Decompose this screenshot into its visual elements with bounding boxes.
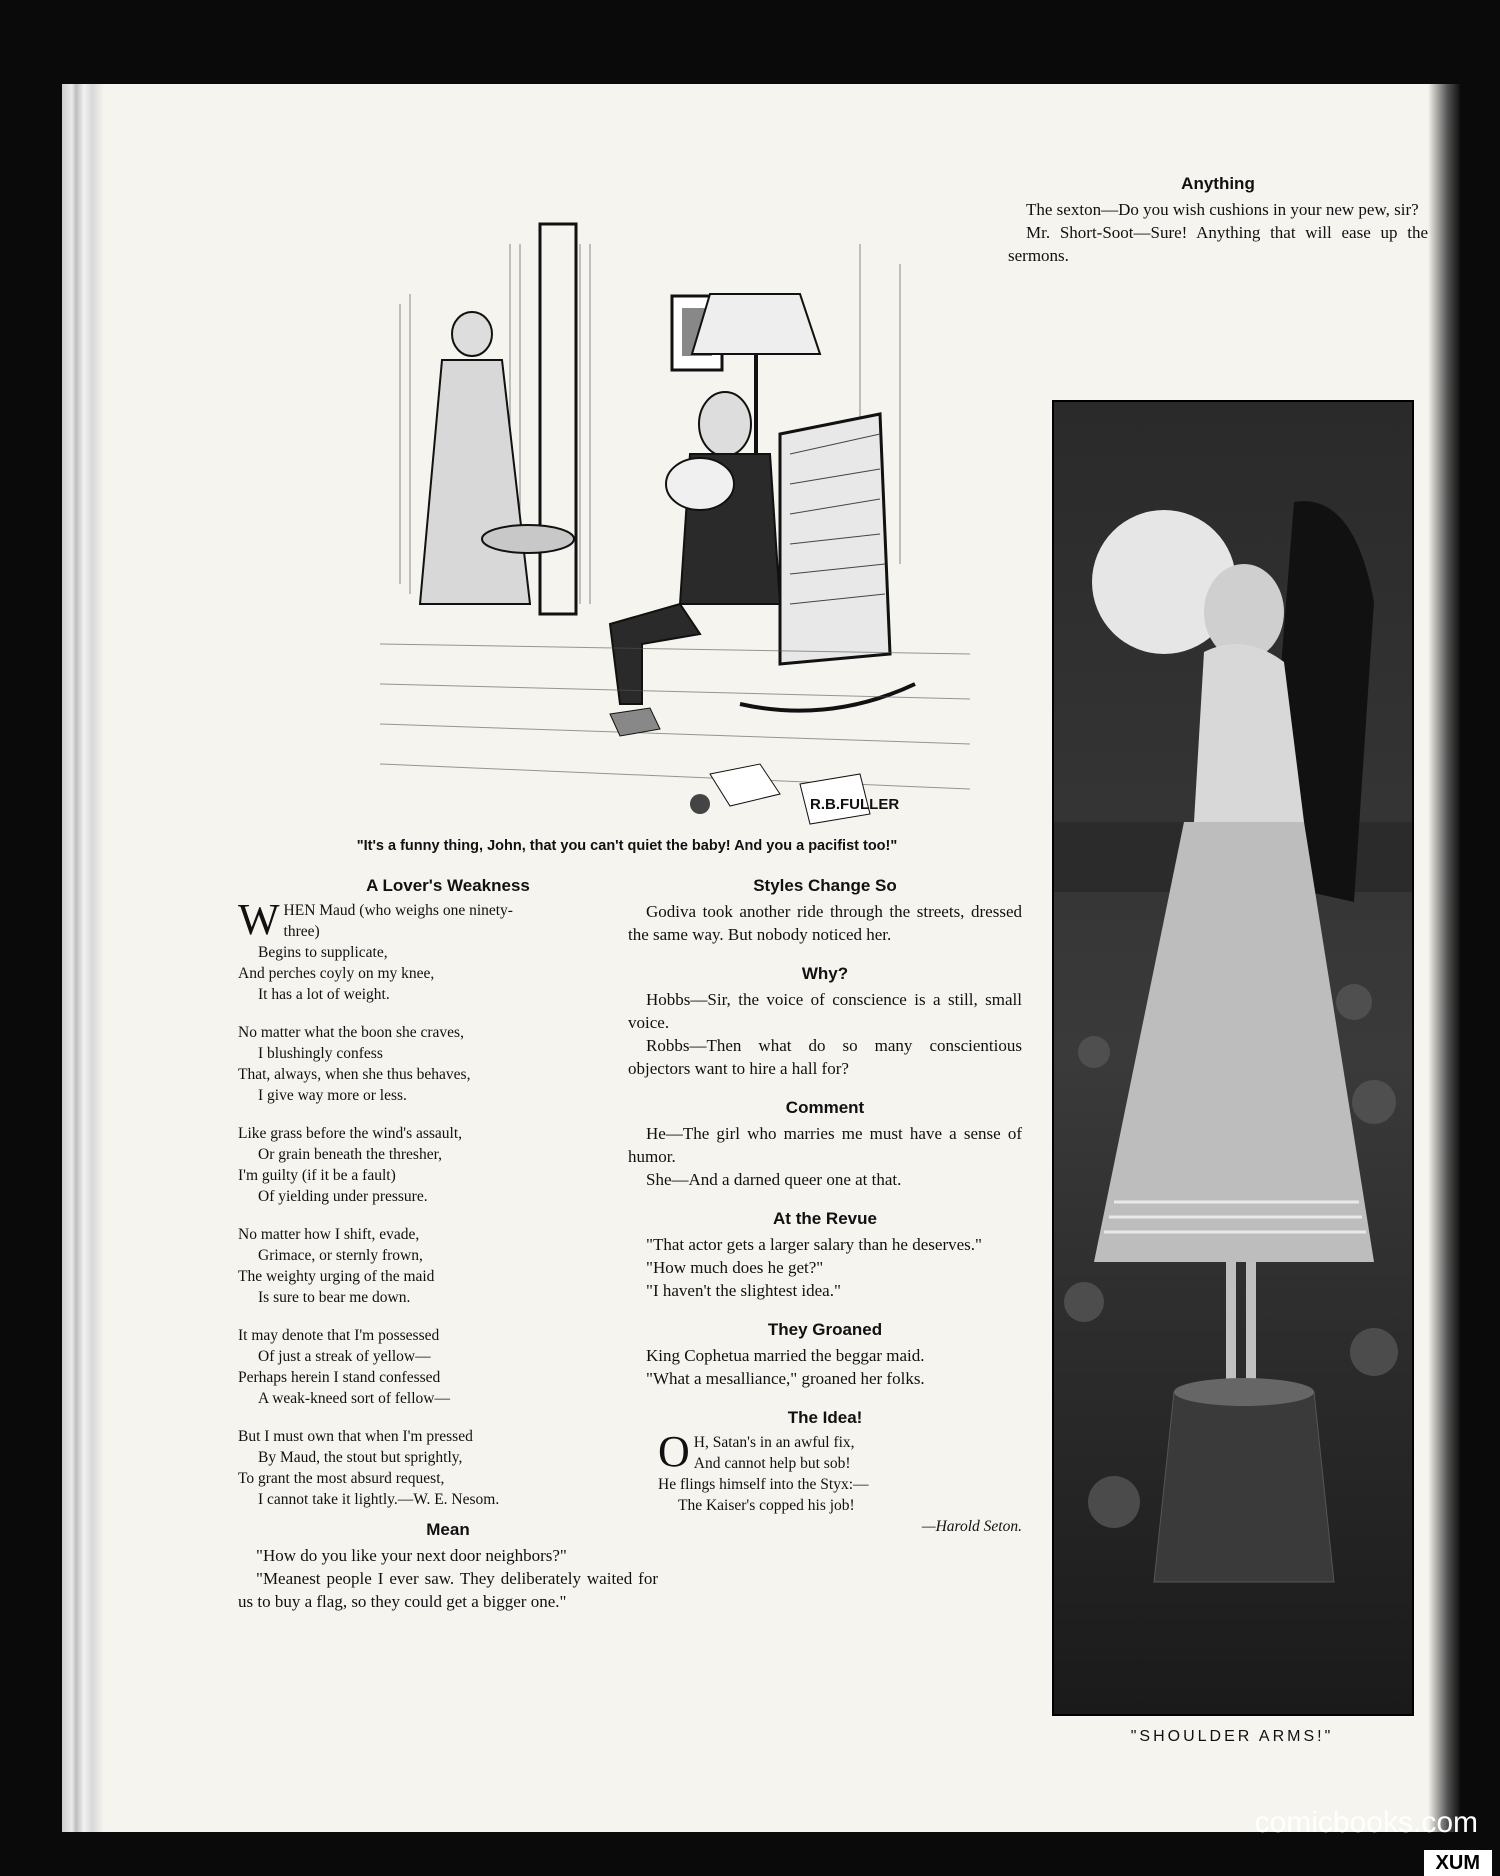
magazine-page bbox=[62, 84, 1460, 1832]
paragraph: He—The girl who marries me must have a sense of humor. bbox=[628, 1124, 1022, 1166]
artist-signature: R.B.FULLER bbox=[810, 796, 900, 813]
poem-line: He flings himself into the Styx:— bbox=[658, 1476, 869, 1493]
headline-at-the-revue: At the Revue bbox=[773, 1209, 877, 1228]
site-watermark: comicbooks.com bbox=[1254, 1806, 1478, 1839]
poem-line: But I must own that when I'm pressed bbox=[238, 1428, 473, 1445]
page-edge bbox=[62, 84, 104, 1832]
cartoon-illustration bbox=[380, 184, 970, 854]
cartoon-caption: "It's a funny thing, John, that you can't quiet the baby! And you a pacifist too!" bbox=[356, 838, 898, 854]
poem-line: Is sure to bear me down. bbox=[258, 1289, 411, 1306]
poem-stanza bbox=[238, 1426, 658, 1510]
cartoon-drawing bbox=[380, 184, 970, 854]
why-body bbox=[628, 988, 1022, 1080]
middle-column bbox=[628, 876, 1022, 1537]
paragraph: Robbs—Then what do so many conscientious objectors want to hire a hall for? bbox=[628, 1036, 1022, 1078]
poem-line: No matter what the boon she craves, bbox=[238, 1024, 464, 1041]
paragraph: "That actor gets a larger salary than he deserves." bbox=[646, 1235, 982, 1254]
poem-line: By Maud, the stout but sprightly, bbox=[258, 1449, 463, 1466]
headline-why: Why? bbox=[801, 964, 849, 983]
poem-stanza bbox=[238, 1224, 658, 1308]
paragraph: King Cophetua married the beggar maid. bbox=[646, 1346, 925, 1365]
poem-line: I cannot take it lightly.—W. E. Nesom. bbox=[258, 1491, 500, 1508]
poem-line: Perhaps herein I stand confessed bbox=[238, 1369, 441, 1386]
article-lovers-weakness bbox=[238, 876, 658, 1527]
article-mean bbox=[238, 1520, 658, 1613]
poem-line: And perches coyly on my knee, bbox=[238, 965, 435, 982]
scan-badge: XUM bbox=[1424, 1850, 1492, 1876]
poem-line: It has a lot of weight. bbox=[258, 986, 390, 1003]
poem-line: To grant the most absurd request, bbox=[238, 1470, 445, 1487]
article-styles-change bbox=[628, 876, 1022, 946]
headline-comment: Comment bbox=[785, 1098, 865, 1117]
poem-line: A weak-kneed sort of fellow— bbox=[258, 1390, 450, 1407]
paragraph: "Meanest people I ever saw. They deliberately waited for us to buy a flag, so they could get a bigger one." bbox=[238, 1569, 658, 1611]
photo-couple-moonlight bbox=[1054, 402, 1412, 1714]
paragraph: "How much does he get?" bbox=[646, 1258, 824, 1277]
dropcap-w: W bbox=[238, 900, 280, 942]
poem-stanza bbox=[238, 1325, 658, 1409]
comment-body bbox=[628, 1122, 1022, 1191]
mean-body bbox=[238, 1544, 658, 1613]
paragraph: "What a mesalliance," groaned her folks. bbox=[646, 1369, 925, 1388]
headline-they-groaned: They Groaned bbox=[767, 1320, 883, 1339]
poem-line: No matter how I shift, evade, bbox=[238, 1226, 420, 1243]
poem-lovers-weakness bbox=[238, 900, 658, 1510]
headline-lovers-weakness: A Lover's Weakness bbox=[366, 876, 530, 895]
photo-shoulder-arms bbox=[1052, 400, 1414, 1716]
dropcap-o: O bbox=[658, 1427, 690, 1476]
poem-line: HEN Maud (who weighs one ninety- bbox=[283, 902, 513, 919]
headline-styles-change: Styles Change So bbox=[753, 876, 897, 895]
article-anything bbox=[1008, 174, 1428, 267]
poem-line: Or grain beneath the thresher, bbox=[258, 1146, 443, 1163]
poem-line: The Kaiser's copped his job! bbox=[678, 1497, 855, 1514]
headline-the-idea: The Idea! bbox=[787, 1408, 863, 1427]
binding-spine bbox=[1428, 84, 1460, 1832]
poem-line: Begins to supplicate, bbox=[258, 944, 388, 961]
photo-caption: "SHOULDER ARMS!" bbox=[1130, 1728, 1334, 1745]
article-the-idea bbox=[628, 1408, 1022, 1537]
poem-line: It may denote that I'm possessed bbox=[238, 1327, 440, 1344]
poem-stanza bbox=[238, 1022, 658, 1106]
poem-line: And cannot help but sob! bbox=[693, 1455, 851, 1472]
poem-line: That, always, when she thus behaves, bbox=[238, 1066, 471, 1083]
poem-line: Grimace, or sternly frown, bbox=[258, 1247, 423, 1264]
article-they-groaned bbox=[628, 1320, 1022, 1390]
paragraph: "How do you like your next door neighbors?" bbox=[256, 1546, 567, 1565]
paragraph: Godiva took another ride through the streets, dressed the same way. But nobody noticed her. bbox=[628, 902, 1022, 944]
poem-line: I'm guilty (if it be a fault) bbox=[238, 1167, 396, 1184]
poem-line: three) bbox=[283, 923, 320, 940]
poem-stanza bbox=[238, 942, 658, 1005]
poem-line: I give way more or less. bbox=[258, 1087, 407, 1104]
poem-author: —Harold Seton. bbox=[921, 1518, 1022, 1535]
revue-body bbox=[628, 1233, 1022, 1302]
styles-change-body bbox=[628, 900, 1022, 946]
paragraph: "I haven't the slightest idea." bbox=[646, 1281, 841, 1300]
groaned-body bbox=[628, 1344, 1022, 1390]
anything-body bbox=[1008, 198, 1428, 267]
anything-line: The sexton—Do you wish cushions in your new pew, sir? bbox=[1026, 200, 1419, 219]
headline-mean: Mean bbox=[426, 1520, 470, 1539]
poem-line: I blushingly confess bbox=[258, 1045, 383, 1062]
poem-line: H, Satan's in an awful fix, bbox=[693, 1434, 855, 1451]
poem-line: Like grass before the wind's assault, bbox=[238, 1125, 463, 1142]
article-why bbox=[628, 964, 1022, 1080]
article-at-the-revue bbox=[628, 1209, 1022, 1302]
paragraph: Hobbs—Sir, the voice of conscience is a still, small voice. bbox=[628, 990, 1022, 1032]
poem-line: Of yielding under pressure. bbox=[258, 1188, 428, 1205]
anything-line: Mr. Short-Soot—Sure! Anything that will ease up the sermons. bbox=[1008, 223, 1428, 265]
paragraph: She—And a darned queer one at that. bbox=[646, 1170, 902, 1189]
poem-stanza bbox=[238, 1123, 658, 1207]
poem-line: Of just a streak of yellow— bbox=[258, 1348, 431, 1365]
poem-line: The weighty urging of the maid bbox=[238, 1268, 435, 1285]
headline-anything: Anything bbox=[1181, 174, 1255, 193]
article-comment bbox=[628, 1098, 1022, 1191]
poem-the-idea bbox=[628, 1427, 1022, 1537]
